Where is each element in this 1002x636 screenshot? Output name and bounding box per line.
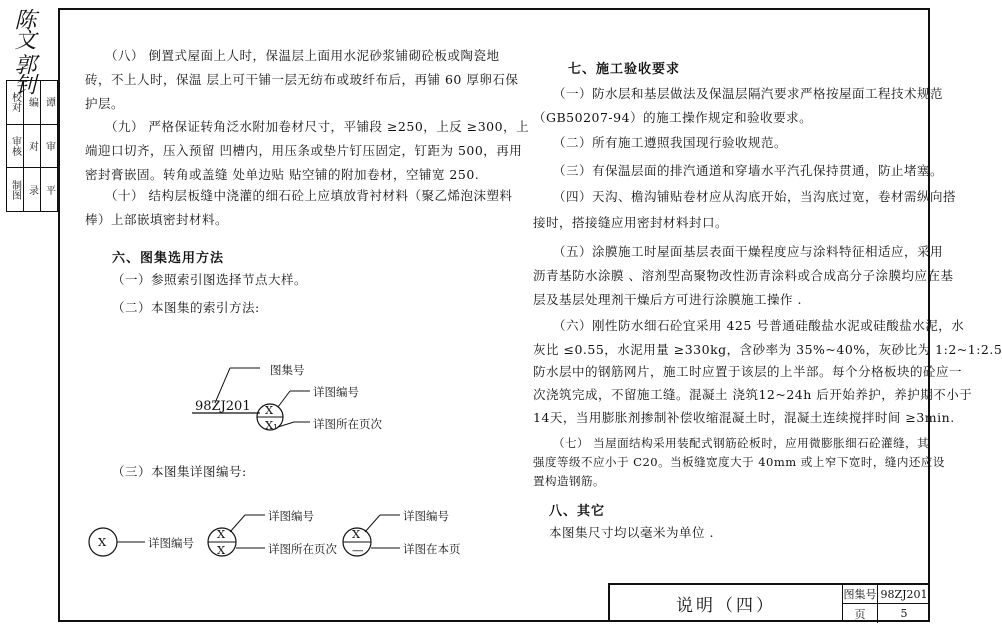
s7-item7-line3: 置构造钢筋。 (533, 474, 605, 488)
title-block-grid (842, 585, 930, 622)
s7-item5-line1: （五）涂膜施工时屋面基层表面干燥程度应与涂料特征相适应，采用 (553, 244, 944, 259)
atlas-no-value: 98ZJ201 (880, 587, 928, 601)
para-10-line2: 棒）上部嵌填密封材料。 (85, 212, 229, 227)
ex2-circle-bottom: X (217, 543, 226, 557)
s7-item4-line1: （四）天沟、檐沟铺贴卷材应从沟底开始，当沟底过宽，卷材需纵向搭 (553, 189, 957, 204)
para-9-line2: 端迎口切齐，压入预留 凹槽内，用压条或垫片钉压固定，钉距为 500，再用 (85, 143, 523, 158)
label-detail-no: 详图编号 (313, 385, 359, 399)
s7-item7-line2: 强度等级不应小于 C20。当板缝宽度大于 40mm 或上窄下宽时，缝内还应设 (533, 455, 945, 469)
section-6-item1: （一）参照索引图选择节点大样。 (112, 272, 308, 287)
sign-cell: 谭 (41, 81, 57, 125)
s7-item2: （二）所有施工遵照我国现行验收规范。 (553, 135, 788, 150)
circle-bottom-text: X₁ (265, 418, 278, 432)
atlas-code: 98ZJ201 (195, 399, 251, 414)
para-8-line2: 砖，不上人时，保温 层上可干铺一层无纺布或玻纤布后，再铺 60 厚卵石保 (85, 72, 519, 87)
sign-cell: 校对 (7, 81, 23, 125)
ex1-label: 详图编号 (148, 536, 194, 550)
ex2-label-top: 详图编号 (268, 509, 314, 523)
section-6-item3: （三）本图集详图编号: (112, 464, 247, 479)
s7-item6-line2: 灰比 ≤0.55，水泥用量 ≥330kg，含砂率为 35%~40%，灰砂比为 1:2~1:2.5 (533, 342, 1002, 357)
side-signature-block (6, 8, 58, 213)
page-key: 页 (843, 604, 878, 623)
sign-cell: 编 (24, 81, 40, 125)
s7-item6-line3: 防水层中的钢筋网片，施工时应置于该层的上半部。每个分格板块的砼应一 (533, 364, 963, 379)
ex3-label-top: 详图编号 (403, 509, 449, 523)
title-block (608, 583, 930, 622)
sign-cell: 对 (24, 125, 40, 169)
sheet-title: 说明（四） (676, 596, 776, 616)
para-9-line1: （九） 严格保证转角泛水附加卷材尺寸，平铺段 ≥250，上反 ≥300，上 (105, 119, 530, 134)
ex2-label-bottom: 详图所在页次 (268, 542, 337, 556)
s7-item1-line2: （GB50207-94）的施工操作规定和验收要求。 (533, 110, 813, 125)
section-7-heading: 七、施工验收要求 (568, 62, 681, 77)
section-6-heading: 六、图集选用方法 (112, 251, 225, 266)
sign-cell: 制图 (9, 179, 21, 200)
s7-item3: （三）有保温层面的排汽通道和穿墙水平汽孔保持贯通，防止堵塞。 (553, 163, 944, 178)
ex3-label-bottom: 详图在本页 (403, 542, 461, 556)
s7-item4-line2: 接时，搭接缝应用密封材料封口。 (533, 215, 729, 230)
signature-grid (6, 80, 58, 212)
ex3-circle-top: X (352, 527, 361, 541)
sign-cell: 审核 (7, 125, 23, 169)
circle-top-text: X (265, 403, 274, 417)
para-10-line1: （十） 结构层板缝中浇灌的细石砼上应填放背衬材料（聚乙烯泡沫塑料 (105, 188, 513, 203)
sign-cell: 平 (43, 184, 55, 195)
section-8-text: 本图集尺寸均以毫米为单位 . (549, 525, 714, 540)
sign-cell: 录 (26, 184, 38, 195)
s7-item5-line2: 沥青基防水涂膜 、溶剂型高聚物改性沥青涂料或合成高分子涂膜均应在基 (533, 268, 954, 283)
label-atlas-no: 图集号 (270, 363, 305, 377)
s7-item6-line5: 14天，当用膨胀剂掺制补偿收缩混凝土时，混凝土连续搅拌时间 ≥3min. (533, 410, 955, 425)
s7-item5-line3: 层及基层处理剂干燥后方可进行涂膜施工操作 . (533, 292, 802, 307)
ex1-circle-text: X (98, 535, 107, 549)
para-9-line3: 密封膏嵌固。转角或盖缝 处单边贴 贴空铺的附加卷材，空铺宽 250. (85, 167, 480, 182)
s7-item1-line1: （一）防水层和基层做法及保温层隔汽要求严格按屋面工程技术规范 (553, 86, 944, 101)
s7-item6-line1: （六）刚性防水细石砼宜采用 425 号普通硅酸盐水泥或硅酸盐水泥，水 (553, 318, 965, 333)
section-8-heading: 八、其它 (549, 504, 606, 519)
atlas-no-key: 图集号 (843, 585, 878, 603)
section-6-item2: （二）本图集的索引方法: (112, 300, 260, 315)
s7-item7-line1: （七） 当屋面结构采用装配式钢筋砼板时，应用微膨胀细石砼灌缝，其 (553, 436, 930, 450)
para-8-line3: 护层。 (85, 96, 125, 111)
para-8-line1: （八） 倒置式屋面上人时，保温层上面用水泥砂浆铺砌砼板或陶瓷地 (105, 48, 500, 63)
page-value: 5 (900, 607, 908, 620)
label-detail-page: 详图所在页次 (313, 417, 382, 431)
s7-item6-line4: 次浇筑完成，不留施工缝。混凝土 浇筑12~24h 后开始养护，养护期不小于 (533, 387, 973, 402)
ex2-circle-top: X (217, 527, 226, 541)
ex3-circle-dash: — (352, 543, 364, 557)
handwritten-signature: 陈文 郭钊 (11, 8, 36, 93)
sign-cell: 审 (41, 125, 57, 169)
